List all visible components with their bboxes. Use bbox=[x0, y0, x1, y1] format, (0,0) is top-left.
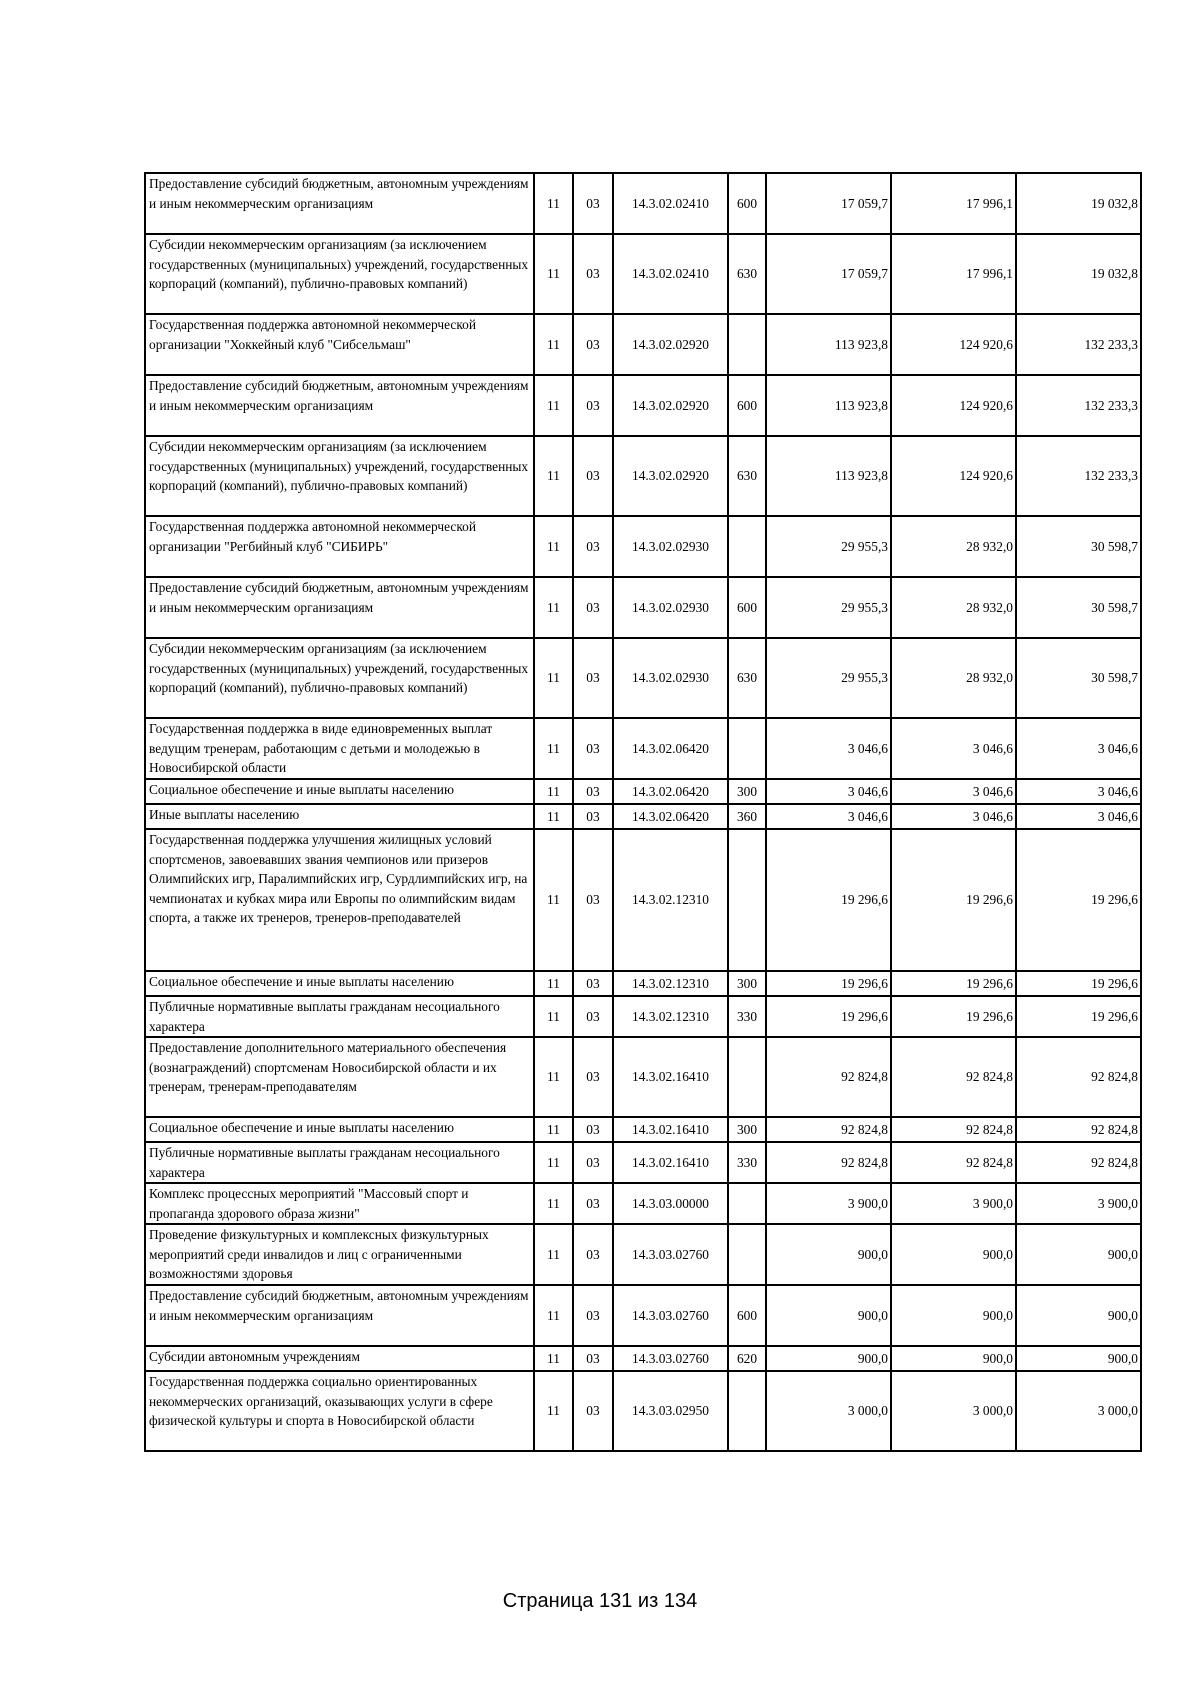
cell-expense-type: 630 bbox=[728, 638, 766, 718]
cell-amount-year-1: 29 955,3 bbox=[766, 577, 891, 638]
cell-amount-year-1: 3 046,6 bbox=[766, 779, 891, 804]
cell-subsection: 03 bbox=[573, 1183, 613, 1224]
cell-subsection: 03 bbox=[573, 375, 613, 436]
cell-name: Социальное обеспечение и иные выплаты населению bbox=[145, 779, 534, 804]
cell-subsection: 03 bbox=[573, 1142, 613, 1183]
cell-amount-year-2: 92 824,8 bbox=[891, 1117, 1016, 1142]
table-row bbox=[145, 1117, 1141, 1142]
cell-subsection: 03 bbox=[573, 829, 613, 971]
cell-subsection: 03 bbox=[573, 718, 613, 779]
table-row bbox=[145, 516, 1141, 577]
cell-name: Субсидии некоммерческим организациям (за исключением государственных (муниципальных) учреждений, государственных корпораций (компаний), публично-правовых компаний) bbox=[145, 234, 534, 314]
cell-amount-year-1: 900,0 bbox=[766, 1285, 891, 1346]
cell-subsection: 03 bbox=[573, 173, 613, 234]
cell-amount-year-1: 900,0 bbox=[766, 1346, 891, 1371]
cell-expense-type bbox=[728, 1037, 766, 1117]
table-row bbox=[145, 971, 1141, 996]
cell-expense-type: 600 bbox=[728, 1285, 766, 1346]
cell-section: 11 bbox=[534, 718, 573, 779]
cell-amount-year-2: 3 046,6 bbox=[891, 779, 1016, 804]
budget-table bbox=[144, 172, 1142, 1452]
cell-expense-type: 330 bbox=[728, 1142, 766, 1183]
table-row bbox=[145, 1346, 1141, 1371]
cell-name: Субсидии автономным учреждениям bbox=[145, 1346, 534, 1371]
cell-target-article: 14.3.02.02410 bbox=[613, 173, 728, 234]
cell-section: 11 bbox=[534, 1285, 573, 1346]
cell-name: Государственная поддержка автономной некоммерческой организации "Регбийный клуб "СИБИРЬ" bbox=[145, 516, 534, 577]
cell-section: 11 bbox=[534, 1371, 573, 1451]
cell-expense-type: 330 bbox=[728, 996, 766, 1037]
cell-section: 11 bbox=[534, 1037, 573, 1117]
cell-amount-year-3: 30 598,7 bbox=[1016, 638, 1141, 718]
cell-amount-year-3: 19 296,6 bbox=[1016, 829, 1141, 971]
cell-subsection: 03 bbox=[573, 638, 613, 718]
cell-name: Государственная поддержка улучшения жилищных условий спортсменов, завоевавших звания чемпионов или призеров Олимпийских игр, Паралимпийских игр, Сурдлимпийских игр, на чемпионатах и кубках мира или Европы по олимпийским видам спорта, а также их тренеров, тренеров-преподавателей bbox=[145, 829, 534, 971]
cell-expense-type bbox=[728, 1183, 766, 1224]
cell-target-article: 14.3.02.02930 bbox=[613, 638, 728, 718]
cell-expense-type: 360 bbox=[728, 804, 766, 829]
cell-amount-year-1: 3 900,0 bbox=[766, 1183, 891, 1224]
cell-section: 11 bbox=[534, 516, 573, 577]
cell-amount-year-2: 900,0 bbox=[891, 1346, 1016, 1371]
cell-subsection: 03 bbox=[573, 1224, 613, 1285]
cell-amount-year-2: 28 932,0 bbox=[891, 638, 1016, 718]
cell-amount-year-1: 19 296,6 bbox=[766, 996, 891, 1037]
cell-section: 11 bbox=[534, 971, 573, 996]
cell-subsection: 03 bbox=[573, 516, 613, 577]
cell-subsection: 03 bbox=[573, 996, 613, 1037]
cell-section: 11 bbox=[534, 173, 573, 234]
cell-target-article: 14.3.02.16410 bbox=[613, 1037, 728, 1117]
table-row bbox=[145, 804, 1141, 829]
cell-name: Социальное обеспечение и иные выплаты населению bbox=[145, 1117, 534, 1142]
table-body bbox=[145, 173, 1141, 1451]
cell-target-article: 14.3.02.02920 bbox=[613, 314, 728, 375]
cell-expense-type: 620 bbox=[728, 1346, 766, 1371]
cell-section: 11 bbox=[534, 1117, 573, 1142]
cell-amount-year-2: 3 046,6 bbox=[891, 804, 1016, 829]
cell-target-article: 14.3.02.02410 bbox=[613, 234, 728, 314]
cell-section: 11 bbox=[534, 436, 573, 516]
cell-section: 11 bbox=[534, 577, 573, 638]
cell-amount-year-2: 19 296,6 bbox=[891, 971, 1016, 996]
cell-subsection: 03 bbox=[573, 971, 613, 996]
cell-amount-year-1: 17 059,7 bbox=[766, 234, 891, 314]
cell-amount-year-2: 124 920,6 bbox=[891, 375, 1016, 436]
cell-target-article: 14.3.03.02760 bbox=[613, 1346, 728, 1371]
cell-subsection: 03 bbox=[573, 1346, 613, 1371]
cell-section: 11 bbox=[534, 1142, 573, 1183]
table-row bbox=[145, 1285, 1141, 1346]
cell-amount-year-1: 113 923,8 bbox=[766, 436, 891, 516]
cell-amount-year-3: 3 046,6 bbox=[1016, 779, 1141, 804]
table-row bbox=[145, 829, 1141, 971]
cell-amount-year-2: 124 920,6 bbox=[891, 436, 1016, 516]
cell-amount-year-1: 3 046,6 bbox=[766, 804, 891, 829]
cell-amount-year-2: 28 932,0 bbox=[891, 516, 1016, 577]
cell-name: Социальное обеспечение и иные выплаты населению bbox=[145, 971, 534, 996]
table-row bbox=[145, 1183, 1141, 1224]
table-row bbox=[145, 1224, 1141, 1285]
cell-amount-year-1: 3 046,6 bbox=[766, 718, 891, 779]
cell-amount-year-3: 132 233,3 bbox=[1016, 436, 1141, 516]
cell-expense-type: 300 bbox=[728, 779, 766, 804]
table-row bbox=[145, 173, 1141, 234]
cell-amount-year-1: 29 955,3 bbox=[766, 516, 891, 577]
cell-amount-year-2: 17 996,1 bbox=[891, 173, 1016, 234]
cell-target-article: 14.3.02.12310 bbox=[613, 971, 728, 996]
cell-amount-year-3: 132 233,3 bbox=[1016, 314, 1141, 375]
cell-target-article: 14.3.02.12310 bbox=[613, 996, 728, 1037]
table-row bbox=[145, 375, 1141, 436]
cell-amount-year-3: 19 032,8 bbox=[1016, 234, 1141, 314]
cell-section: 11 bbox=[534, 804, 573, 829]
cell-amount-year-3: 3 000,0 bbox=[1016, 1371, 1141, 1451]
cell-expense-type bbox=[728, 829, 766, 971]
cell-expense-type: 300 bbox=[728, 1117, 766, 1142]
table-row bbox=[145, 314, 1141, 375]
cell-amount-year-1: 92 824,8 bbox=[766, 1142, 891, 1183]
cell-amount-year-2: 900,0 bbox=[891, 1224, 1016, 1285]
cell-name: Предоставление субсидий бюджетным, автономным учреждениям и иным некоммерческим организациям bbox=[145, 173, 534, 234]
cell-amount-year-3: 3 046,6 bbox=[1016, 804, 1141, 829]
cell-target-article: 14.3.03.02760 bbox=[613, 1224, 728, 1285]
cell-name: Предоставление субсидий бюджетным, автономным учреждениям и иным некоммерческим организациям bbox=[145, 1285, 534, 1346]
cell-section: 11 bbox=[534, 779, 573, 804]
cell-target-article: 14.3.02.06420 bbox=[613, 804, 728, 829]
table-row bbox=[145, 577, 1141, 638]
cell-amount-year-1: 113 923,8 bbox=[766, 314, 891, 375]
cell-target-article: 14.3.02.06420 bbox=[613, 718, 728, 779]
cell-expense-type bbox=[728, 1224, 766, 1285]
cell-expense-type bbox=[728, 718, 766, 779]
cell-amount-year-1: 900,0 bbox=[766, 1224, 891, 1285]
table-row bbox=[145, 234, 1141, 314]
cell-expense-type: 300 bbox=[728, 971, 766, 996]
cell-name: Проведение физкультурных и комплексных физкультурных мероприятий среди инвалидов и лиц с ограниченными возможностями здоровья bbox=[145, 1224, 534, 1285]
cell-amount-year-1: 29 955,3 bbox=[766, 638, 891, 718]
cell-section: 11 bbox=[534, 375, 573, 436]
cell-amount-year-3: 3 046,6 bbox=[1016, 718, 1141, 779]
cell-target-article: 14.3.03.02950 bbox=[613, 1371, 728, 1451]
cell-expense-type bbox=[728, 516, 766, 577]
cell-amount-year-1: 19 296,6 bbox=[766, 829, 891, 971]
cell-section: 11 bbox=[534, 996, 573, 1037]
cell-amount-year-2: 3 046,6 bbox=[891, 718, 1016, 779]
cell-name: Предоставление субсидий бюджетным, автономным учреждениям и иным некоммерческим организациям bbox=[145, 577, 534, 638]
table-row bbox=[145, 996, 1141, 1037]
cell-name: Публичные нормативные выплаты гражданам несоциального характера bbox=[145, 1142, 534, 1183]
cell-expense-type: 630 bbox=[728, 234, 766, 314]
cell-amount-year-3: 3 900,0 bbox=[1016, 1183, 1141, 1224]
cell-subsection: 03 bbox=[573, 804, 613, 829]
cell-section: 11 bbox=[534, 234, 573, 314]
cell-amount-year-3: 900,0 bbox=[1016, 1224, 1141, 1285]
cell-section: 11 bbox=[534, 1183, 573, 1224]
cell-amount-year-3: 132 233,3 bbox=[1016, 375, 1141, 436]
cell-amount-year-1: 19 296,6 bbox=[766, 971, 891, 996]
cell-amount-year-3: 19 296,6 bbox=[1016, 971, 1141, 996]
cell-amount-year-2: 19 296,6 bbox=[891, 996, 1016, 1037]
cell-target-article: 14.3.03.02760 bbox=[613, 1285, 728, 1346]
cell-name: Государственная поддержка в виде единовременных выплат ведущим тренерам, работающим с детьми и молодежью в Новосибирской области bbox=[145, 718, 534, 779]
cell-amount-year-3: 900,0 bbox=[1016, 1285, 1141, 1346]
cell-amount-year-2: 17 996,1 bbox=[891, 234, 1016, 314]
cell-name: Субсидии некоммерческим организациям (за исключением государственных (муниципальных) учреждений, государственных корпораций (компаний), публично-правовых компаний) bbox=[145, 638, 534, 718]
cell-target-article: 14.3.02.02930 bbox=[613, 577, 728, 638]
cell-subsection: 03 bbox=[573, 234, 613, 314]
table-row bbox=[145, 436, 1141, 516]
cell-amount-year-3: 19 296,6 bbox=[1016, 996, 1141, 1037]
table-row bbox=[145, 718, 1141, 779]
cell-target-article: 14.3.02.06420 bbox=[613, 779, 728, 804]
cell-amount-year-2: 124 920,6 bbox=[891, 314, 1016, 375]
cell-subsection: 03 bbox=[573, 1285, 613, 1346]
cell-target-article: 14.3.02.16410 bbox=[613, 1142, 728, 1183]
cell-name: Публичные нормативные выплаты гражданам несоциального характера bbox=[145, 996, 534, 1037]
cell-expense-type: 600 bbox=[728, 375, 766, 436]
table-row bbox=[145, 1371, 1141, 1451]
table-row bbox=[145, 638, 1141, 718]
cell-amount-year-1: 113 923,8 bbox=[766, 375, 891, 436]
cell-subsection: 03 bbox=[573, 577, 613, 638]
cell-amount-year-1: 17 059,7 bbox=[766, 173, 891, 234]
cell-subsection: 03 bbox=[573, 436, 613, 516]
cell-amount-year-2: 92 824,8 bbox=[891, 1142, 1016, 1183]
cell-amount-year-2: 19 296,6 bbox=[891, 829, 1016, 971]
cell-amount-year-2: 900,0 bbox=[891, 1285, 1016, 1346]
cell-expense-type bbox=[728, 1371, 766, 1451]
cell-expense-type: 630 bbox=[728, 436, 766, 516]
cell-target-article: 14.3.02.02920 bbox=[613, 375, 728, 436]
cell-subsection: 03 bbox=[573, 1037, 613, 1117]
cell-amount-year-3: 92 824,8 bbox=[1016, 1117, 1141, 1142]
cell-amount-year-1: 3 000,0 bbox=[766, 1371, 891, 1451]
cell-amount-year-2: 3 900,0 bbox=[891, 1183, 1016, 1224]
cell-subsection: 03 bbox=[573, 779, 613, 804]
table-row bbox=[145, 1142, 1141, 1183]
cell-section: 11 bbox=[534, 1224, 573, 1285]
cell-section: 11 bbox=[534, 829, 573, 971]
cell-target-article: 14.3.02.12310 bbox=[613, 829, 728, 971]
cell-expense-type: 600 bbox=[728, 173, 766, 234]
table-row bbox=[145, 1037, 1141, 1117]
cell-target-article: 14.3.02.16410 bbox=[613, 1117, 728, 1142]
cell-name: Государственная поддержка автономной некоммерческой организации "Хоккейный клуб "Сибсельмаш" bbox=[145, 314, 534, 375]
cell-amount-year-3: 92 824,8 bbox=[1016, 1142, 1141, 1183]
cell-section: 11 bbox=[534, 1346, 573, 1371]
cell-amount-year-2: 92 824,8 bbox=[891, 1037, 1016, 1117]
cell-amount-year-3: 30 598,7 bbox=[1016, 516, 1141, 577]
page-number-footer: Страница 131 из 134 bbox=[502, 1590, 698, 1612]
cell-amount-year-1: 92 824,8 bbox=[766, 1117, 891, 1142]
cell-expense-type: 600 bbox=[728, 577, 766, 638]
cell-name: Предоставление дополнительного материального обеспечения (вознаграждений) спортсменам Новосибирской области и их тренерам, тренерам-преподавателям bbox=[145, 1037, 534, 1117]
cell-amount-year-2: 3 000,0 bbox=[891, 1371, 1016, 1451]
cell-amount-year-3: 900,0 bbox=[1016, 1346, 1141, 1371]
cell-section: 11 bbox=[534, 638, 573, 718]
cell-section: 11 bbox=[534, 314, 573, 375]
cell-subsection: 03 bbox=[573, 314, 613, 375]
cell-name: Субсидии некоммерческим организациям (за исключением государственных (муниципальных) учреждений, государственных корпораций (компаний), публично-правовых компаний) bbox=[145, 436, 534, 516]
cell-name: Комплекс процессных мероприятий "Массовый спорт и пропаганда здорового образа жизни" bbox=[145, 1183, 534, 1224]
cell-target-article: 14.3.03.00000 bbox=[613, 1183, 728, 1224]
table-row bbox=[145, 779, 1141, 804]
cell-target-article: 14.3.02.02930 bbox=[613, 516, 728, 577]
cell-amount-year-2: 28 932,0 bbox=[891, 577, 1016, 638]
cell-name: Государственная поддержка социально ориентированных некоммерческих организаций, оказывающих услуги в сфере физической культуры и спорта в Новосибирской области bbox=[145, 1371, 534, 1451]
cell-amount-year-1: 92 824,8 bbox=[766, 1037, 891, 1117]
cell-name: Иные выплаты населению bbox=[145, 804, 534, 829]
cell-name: Предоставление субсидий бюджетным, автономным учреждениям и иным некоммерческим организациям bbox=[145, 375, 534, 436]
cell-amount-year-3: 30 598,7 bbox=[1016, 577, 1141, 638]
cell-amount-year-3: 19 032,8 bbox=[1016, 173, 1141, 234]
cell-target-article: 14.3.02.02920 bbox=[613, 436, 728, 516]
cell-subsection: 03 bbox=[573, 1371, 613, 1451]
cell-amount-year-3: 92 824,8 bbox=[1016, 1037, 1141, 1117]
cell-subsection: 03 bbox=[573, 1117, 613, 1142]
cell-expense-type bbox=[728, 314, 766, 375]
